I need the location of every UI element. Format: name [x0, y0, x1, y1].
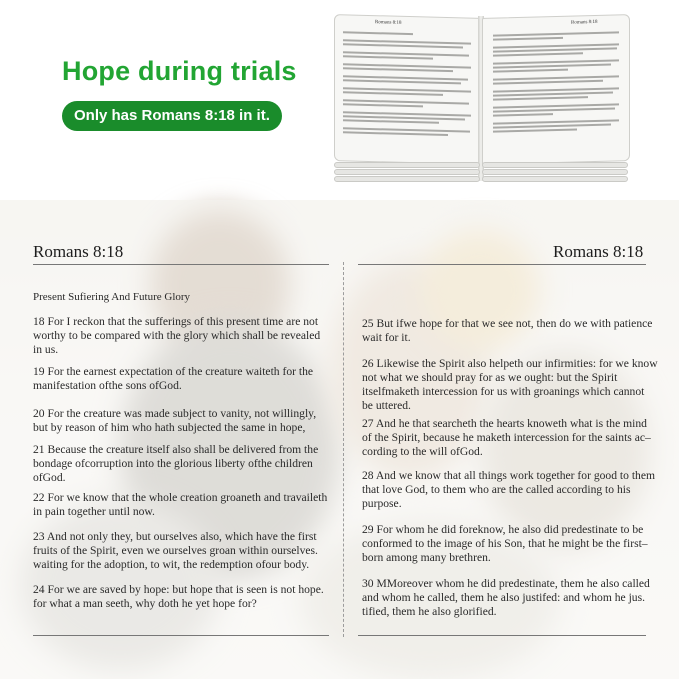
subtitle-badge: Only has Romans 8:18 in it. [62, 101, 282, 131]
verse-18: 18 For I reckon that the sufferings of this present time are not worthy to be compared with the glory which shall be revealed in us. [33, 315, 321, 356]
book-page-edges-left [334, 161, 480, 181]
verse-21: 21 Because the creature itself also shall be delivered from the bondage ofcorruption into the glorious liberty ofthe children ofGod. [33, 443, 319, 484]
verse-24: 24 For we are saved by hope: but hope that is seen is not hope. for what a man seeth, why doth he yet hope for? [33, 583, 324, 610]
verse-19: 19 For the earnest expectation of the creature waiteth for the manifestation ofthe sons ofGod. [33, 365, 314, 392]
verse-23: 23 And not only they, but ourselves also, which have the first fruits of the Spirit, even we ourselves groan within ourselves. waiting for the adoption, to wit, the redemption ofour body. [33, 530, 318, 571]
header-area [0, 0, 679, 200]
verse-25: 25 But ifwe hope for that we see not, then do we with patience wait for it. [362, 317, 653, 344]
right-column-heading: Romans 8:18 [553, 242, 644, 261]
book-left-heading: Romans 8:18 [375, 20, 402, 26]
book-right-heading: Romans 8:18 [571, 19, 598, 26]
headline: Hope during trials [62, 56, 297, 86]
left-bottom-rule [33, 635, 329, 636]
verse-29: 29 For whom he did foreknow, he also did predestinate to be conformed to the image of his Son, that he might be the first–born among many brethren. [362, 523, 648, 564]
left-column-heading: Romans 8:18 [33, 242, 124, 261]
book-left-page [334, 14, 482, 165]
right-top-rule [358, 264, 646, 265]
verse-28: 28 And we know that all things work together for good to them that love God, to them who are the called according to his purpose. [362, 469, 656, 510]
book-illustration [330, 16, 632, 184]
book-page-edges-right [482, 161, 628, 181]
verse-20: 20 For the creature was made subject to vanity, not willingly, but by reason of him who hath subjected the same in hope, [33, 407, 317, 434]
verse-26: 26 Likewise the Spirit also helpeth our infirmities: for we know not what we should pray for as we ought: but the Spirit itselfmaketh intercession for us with groanings which cannot be uttered. [362, 357, 658, 412]
verse-30: 30 MMoreover whom he did predestinate, them he also called and whom he called, them he also justifed: and whom he jus. tified, them he also glorified. [362, 577, 650, 618]
book-right-page [482, 14, 630, 165]
section-title: Present Sufiering And Future Glory [33, 291, 191, 303]
column-divider [343, 262, 344, 637]
verse-22: 22 For we know that the whole creation groaneth and travaileth in pain together until now. [33, 491, 328, 518]
verse-27: 27 And he that searcheth the hearts knoweth what is the mind of the Spirit, because he maketh intercession for the saints ac–cording to the will ofGod. [362, 417, 651, 458]
right-bottom-rule [358, 635, 646, 636]
left-column-text [33, 290, 330, 610]
left-top-rule [33, 264, 329, 265]
